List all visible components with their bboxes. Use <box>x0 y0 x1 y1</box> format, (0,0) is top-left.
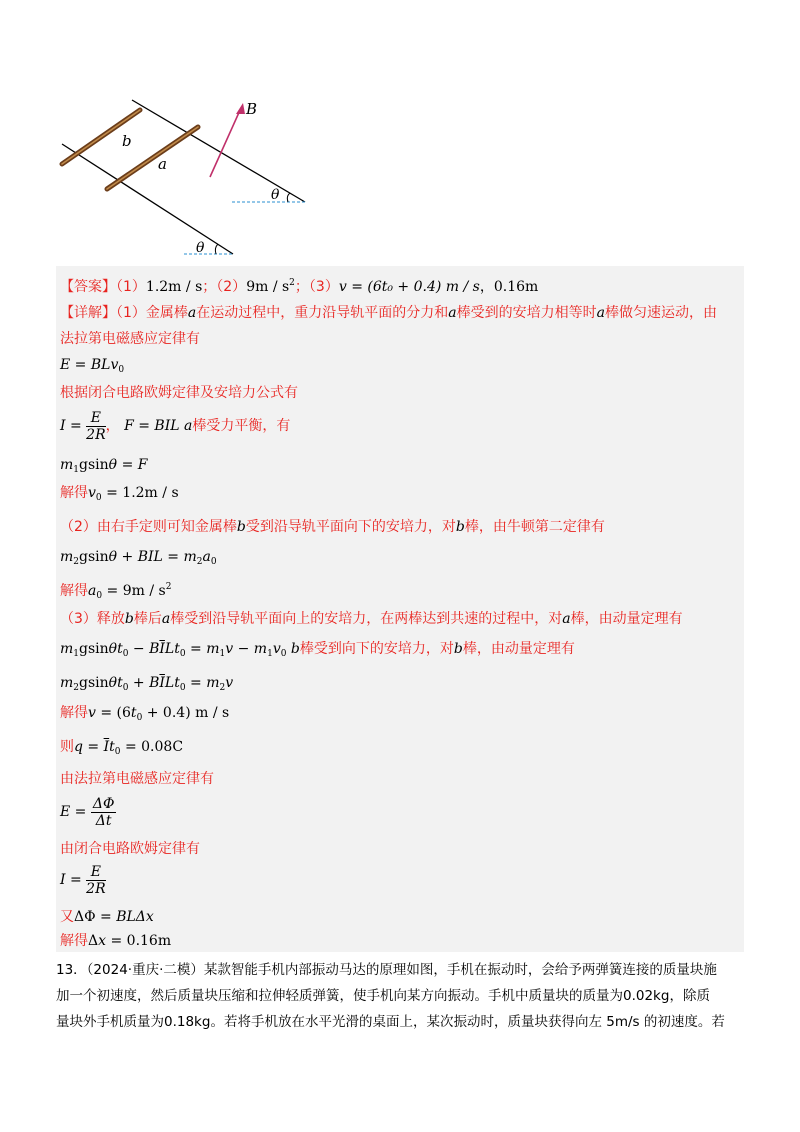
problem-13-line-2: 加一个初速度，然后质量块压缩和拉伸轻质弹簧，使手机向某方向振动。手机中质量块的质量为0.02kg，除质 <box>56 988 710 1004</box>
answer-tag: 【答案】 <box>60 279 116 295</box>
equation-momentum-b: $m_2gsin\theta t_0 + B\overline{I}Lt_0 = m_2v$ <box>60 675 234 693</box>
equation-faraday: E = $\frac{\Delta\Phi}{\Delta t}$ <box>60 795 115 829</box>
result-v: 解得$v = (6t_0 + 0.4)$ m / s <box>60 705 230 723</box>
answer-part3-expr: v = (6t₀ + 0.4) m / s <box>338 279 480 295</box>
detail-line-16: 由法拉第电磁感应定律有 <box>60 771 214 787</box>
result-dx: 解得Δx = 0.16m <box>60 933 172 949</box>
angle-arc-lower <box>215 244 218 254</box>
rod-a-highlight <box>107 127 198 189</box>
angle-arc-upper <box>287 193 290 202</box>
equation-balance: $m_1gsin\theta = F$ <box>60 457 148 475</box>
result-v0: 解得$v_0 = 1.2m / s$ <box>60 485 179 503</box>
answer-part3-val: 0.16m <box>493 279 539 295</box>
answer-part2: 9m / s <box>246 279 290 295</box>
detail-line-4: 根据闭合电路欧姆定律及安培力公式有 <box>60 385 298 401</box>
equation-current-force: I = $\frac{E}{2R}$ ， F = BIL a棒受力平衡，有 <box>60 409 291 443</box>
equation-newton: $m_2gsin\theta$ + BIL = $m_2a_0$ <box>60 549 217 567</box>
result-a0: 解得$a_0 = 9m / s^2$ <box>60 582 172 601</box>
label-rod-b: b <box>122 132 132 150</box>
label-angle-lower: θ <box>196 240 205 256</box>
label-field-b: B <box>246 100 258 118</box>
answer-part1: 1.2m / s <box>145 279 203 295</box>
detail-line-2: 法拉第电磁感应定律有 <box>60 331 200 347</box>
incline-rails-diagram <box>50 92 320 262</box>
answer-line: 【答案】（1）1.2m / s；$(2)9m / s^2$；（3）v = (6t₀ + 0.4) m / s，0.16m <box>60 278 539 295</box>
equation-momentum-a: $m_1gsin\theta t_0 - B\overline{I}Lt_0 = m_1v - m_1v_0$ b棒受到向下的安培力，对b棒，由动量定理有 <box>60 641 575 659</box>
detail-line-11: （3）释放b棒后a棒受到沿导轨平面向上的安培力，在两棒达到共速的过程中，对a棒，由动量定理有 <box>60 611 683 627</box>
problem-13-line-1: 13．（2024·重庆·二模）某款智能手机内部振动马达的原理如图，手机在振动时，会给予两弹簧连接的质量块施 <box>56 962 717 978</box>
equation-ohm: I = $\frac{E}{2R}$ <box>60 863 106 897</box>
detail-tag: 【详解】 <box>60 305 116 321</box>
detail-line-18: 由闭合电路欧姆定律有 <box>60 841 200 857</box>
label-angle-upper: θ <box>271 187 280 203</box>
equation-emf: E = BLv$_0$ <box>60 357 125 375</box>
magnetic-field-arrowhead <box>236 103 245 114</box>
detail-line-1: 【详解】（1）金属棒a在运动过程中，重力沿导轨平面的分力和a棒受到的安培力相等时a棒做匀速运动，由 <box>60 305 717 321</box>
problem-13-line-3: 量块外手机质量为0.18kg。若将手机放在水平光滑的桌面上，某次振动时，质量块获得向左 5m/s 的初速度。若 <box>56 1014 725 1030</box>
label-rod-a: a <box>158 155 167 173</box>
result-q: 则$q = \overline{I}t_0 = 0.08C$ <box>60 739 184 757</box>
equation-flux: 又ΔΦ = BLΔx <box>60 909 154 925</box>
detail-line-8: （2）由右手定则可知金属棒b受到沿导轨平面向下的安培力，对b棒，由牛顿第二定律有 <box>60 519 605 535</box>
magnetic-field-arrow <box>210 108 241 177</box>
